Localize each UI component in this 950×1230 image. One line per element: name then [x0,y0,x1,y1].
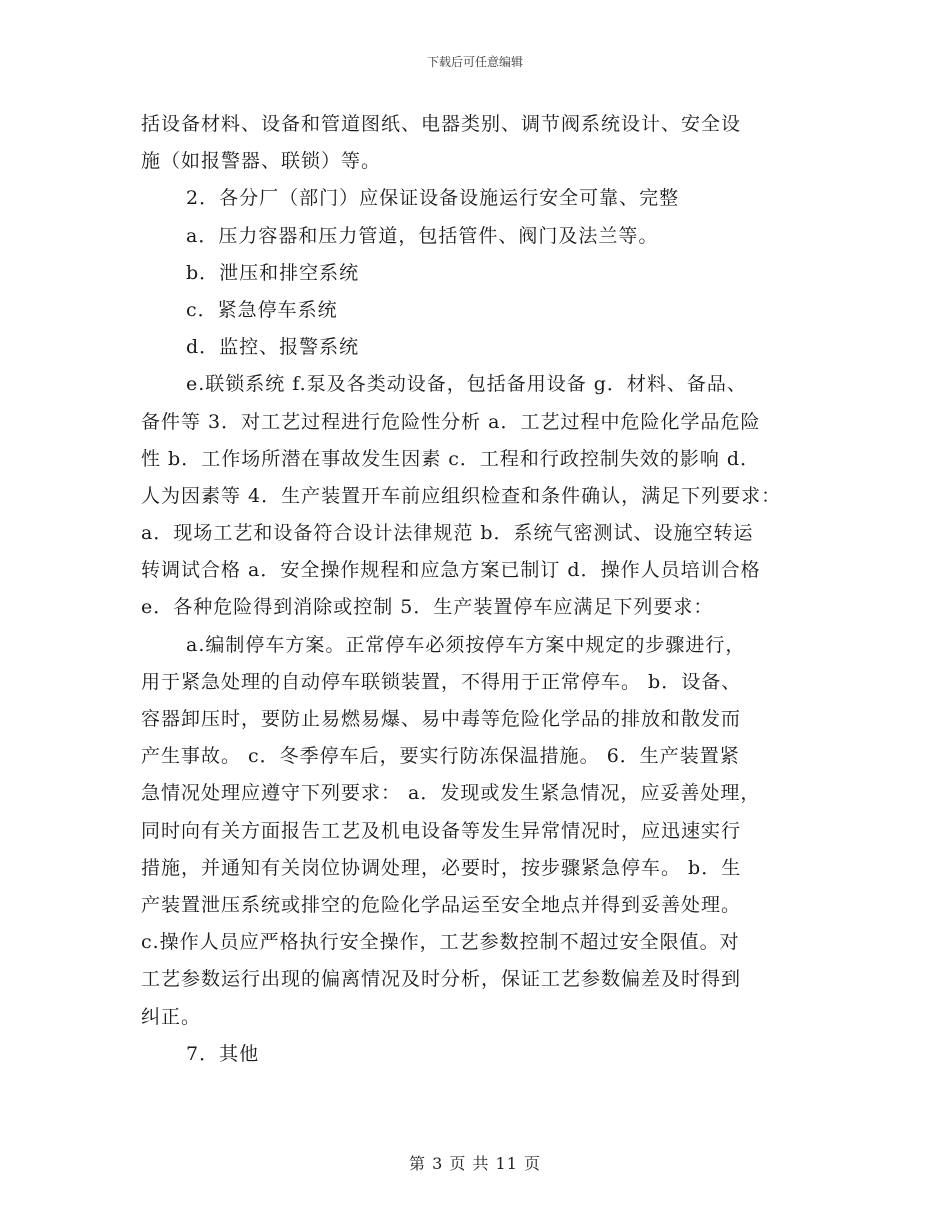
paragraph-line: e.联锁系统 f.泵及各类动设备，包括备用设备 g．材料、备品、 [186,373,747,396]
paragraph-line: 工艺参数运行出现的偏离情况及时分析，保证工艺参数偏差及时得到 [141,968,742,991]
paragraph-line: 7．其他 [186,1042,260,1065]
paragraph-line: c．紧急停车系统 [186,298,338,321]
paragraph-line: c.操作人员应严格执行安全操作，工艺参数控制不超过安全限值。对 [141,931,740,954]
paragraph-line: 性 b．工作场所潜在事故发生因素 c．工程和行政控制失效的影响 d． [141,447,761,470]
paragraph-line: a．压力容器和压力管道，包括管件、阀门及法兰等。 [186,224,659,247]
paragraph-line: 容器卸压时，要防止易燃易爆、易中毒等危险化学品的排放和散发而 [141,708,742,730]
paragraph-line: 措施，并通知有关岗位协调处理，必要时，按步骤紧急停车。 b．生 [141,856,742,879]
paragraph-line: 转调试合格 a．安全操作规程和应急方案已制订 d．操作人员培训合格 [141,559,761,582]
paragraph-line: 2．各分厂（部门）应保证设备设施运行安全可靠、完整 [186,187,680,210]
paragraph-line: b．泄压和排空系统 [186,261,360,284]
paragraph-line: 同时向有关方面报告工艺及机电设备等发生异常情况时，应迅速实行 [141,819,742,842]
paragraph-line: a．现场工艺和设备符合设计法律规范 b．系统气密测试、设施空转运 [141,522,754,545]
paragraph-line: e．各种危险得到消除或控制 5．生产装置停车应满足下列要求： [141,596,714,619]
paragraph-line: 急情况处理应遵守下列要求： a．发现或发生紧急情况，应妥善处理， [141,782,761,805]
paragraph-line: 备件等 3．对工艺过程进行危险性分析 a．工艺过程中危险化学品危险 [141,410,761,433]
paragraph-line: 施（如报警器、联锁）等。 [141,150,382,173]
paragraph-line: a.编制停车方案。正常停车必须按停车方案中规定的步骤进行， [186,633,746,656]
paragraph-line: 括设备材料、设备和管道图纸、电器类别、调节阀系统设计、安全设 [141,113,742,135]
paragraph-line: 人为因素等 4．生产装置开车前应组织检查和条件确认，满足下列要求： [141,484,782,507]
paragraph-line: 纠正。 [141,1005,202,1028]
page-header: 下载后可任意编辑 [426,55,523,69]
page-footer: 第 3 页 共 11 页 [409,1154,541,1173]
paragraph-line: d．监控、报警系统 [186,336,360,359]
body-text [141,106,809,1073]
paragraph-line: 产装置泄压系统或排空的危险化学品运至安全地点并得到妥善处理。 [141,893,742,916]
paragraph-line: 产生事故。 c．冬季停车后，要实行防冻保温措施。 6．生产装置紧 [141,745,740,768]
paragraph-line: 用于紧急处理的自动停车联锁装置，不得用于正常停车。 b．设备、 [141,670,742,693]
